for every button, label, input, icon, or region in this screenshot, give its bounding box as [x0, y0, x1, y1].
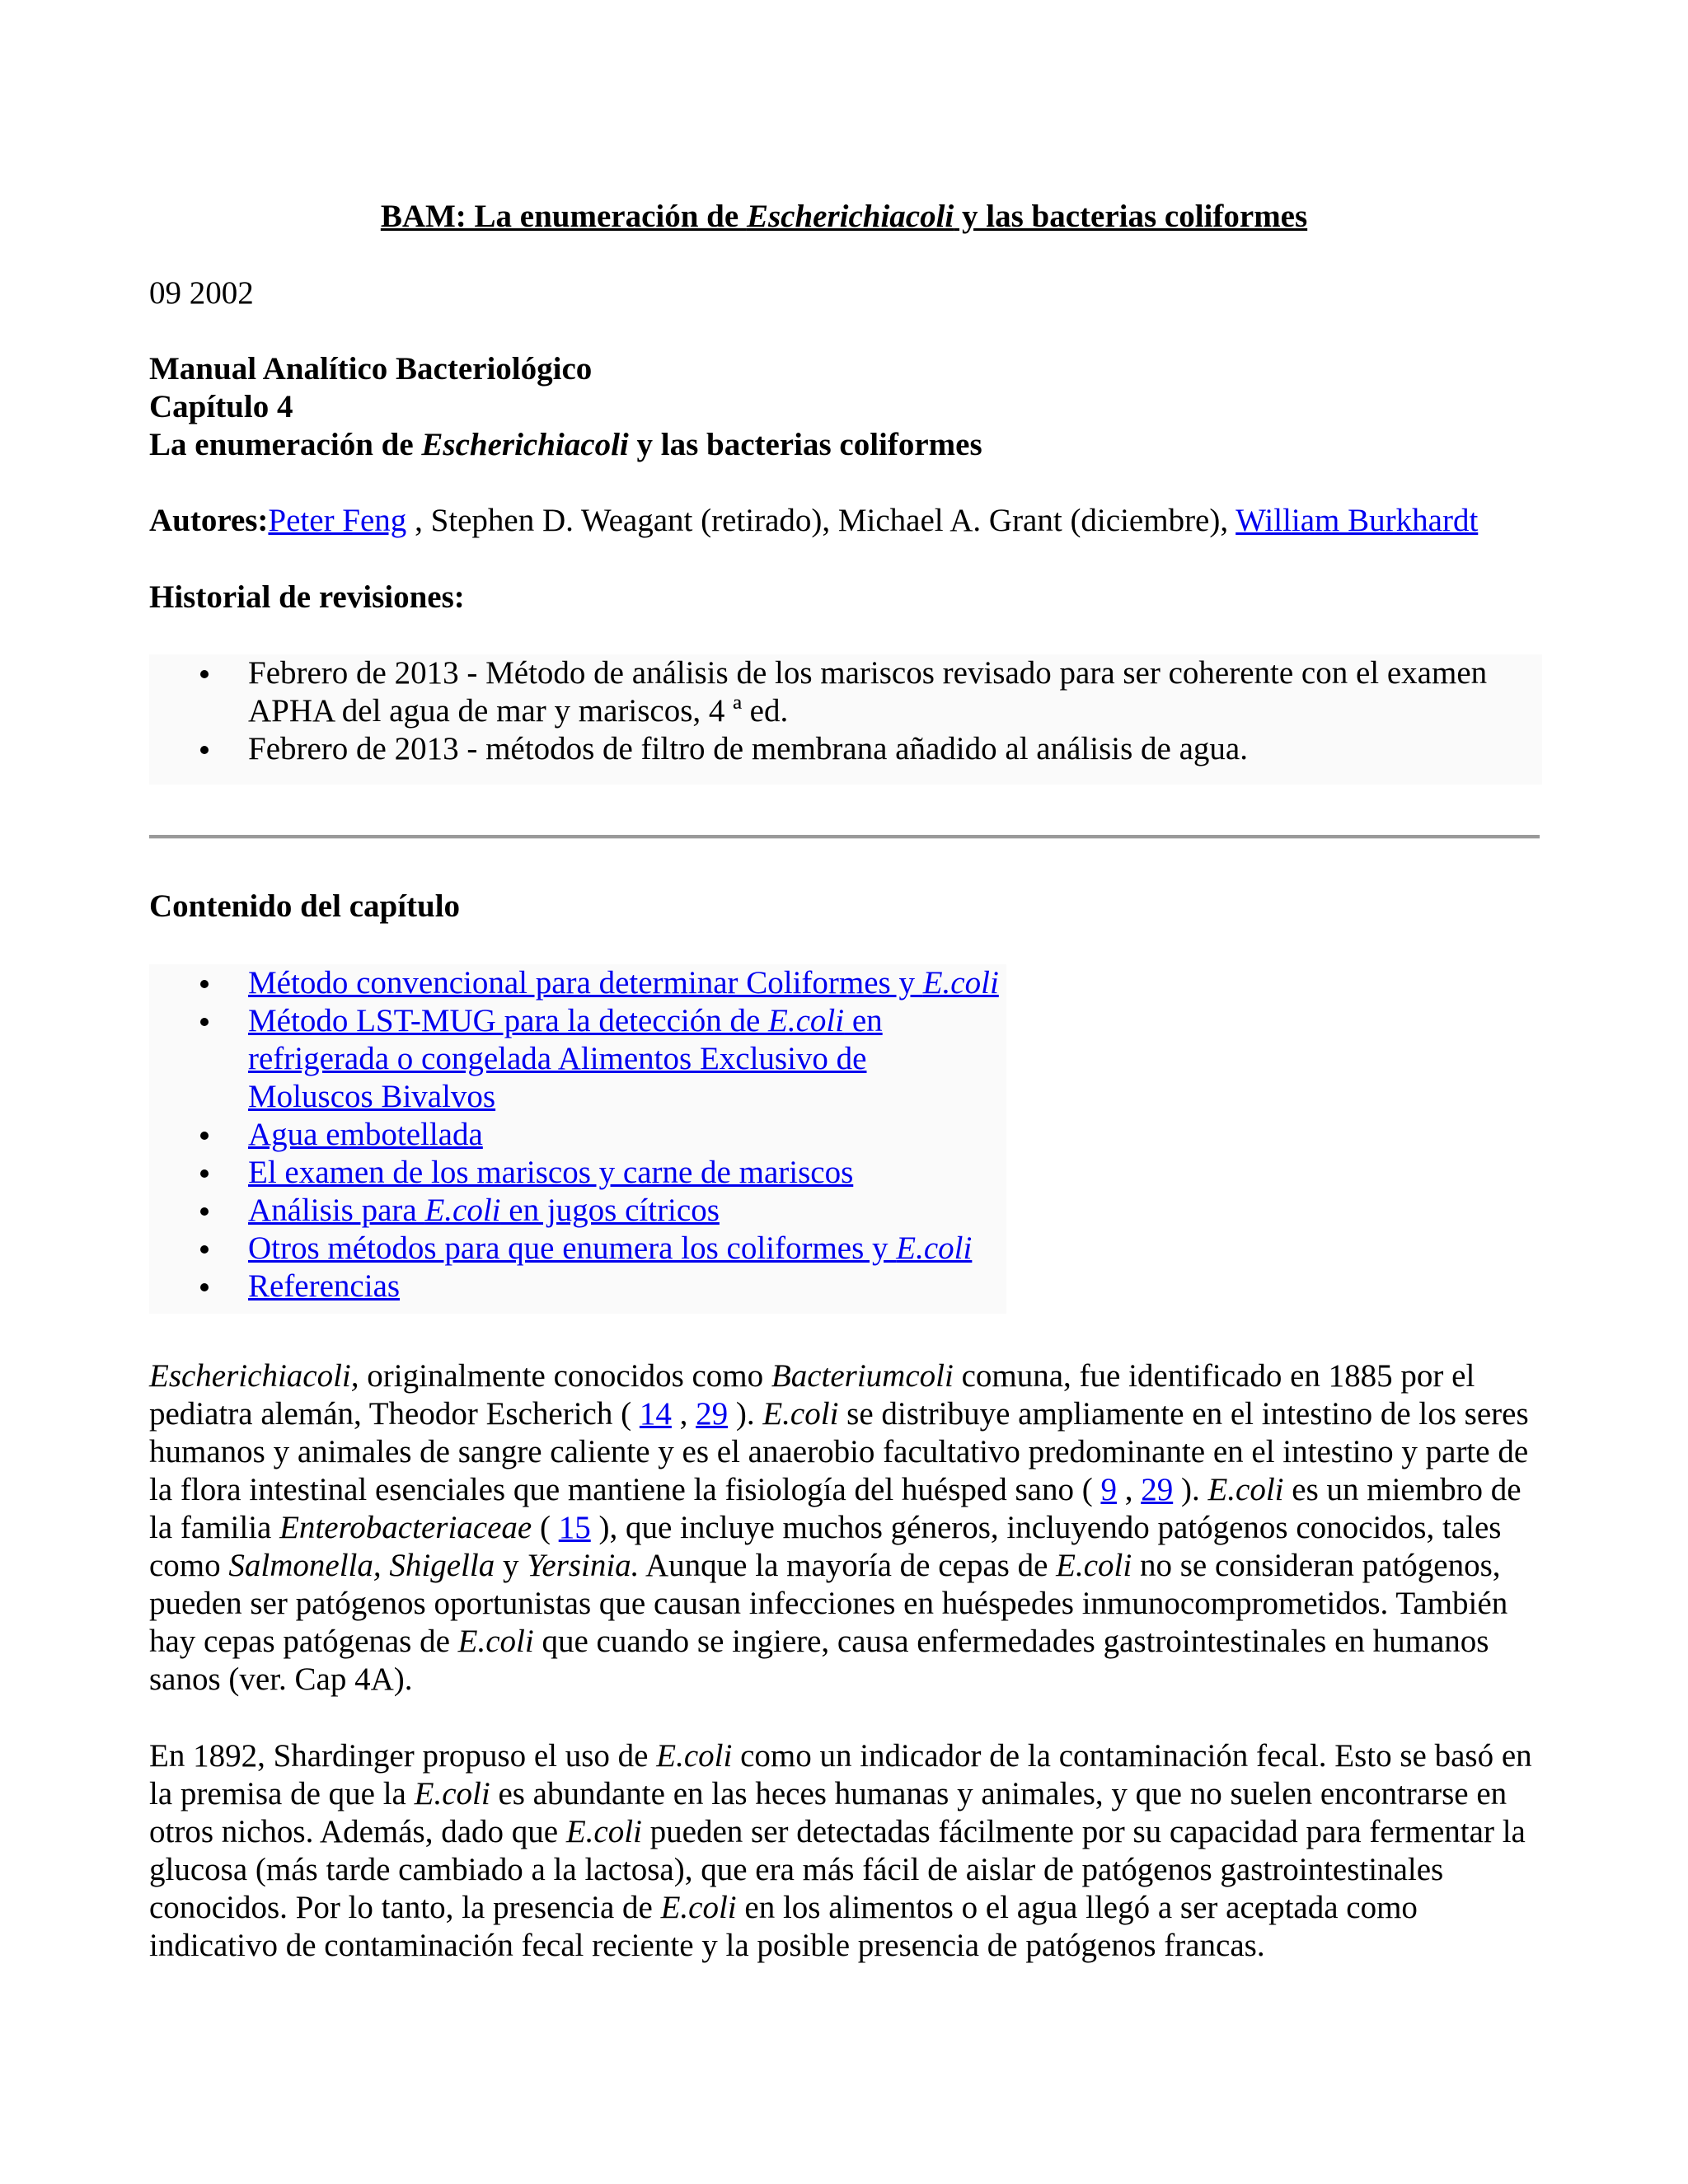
paragraph-text: Aunque la mayoría de cepas de: [639, 1548, 1057, 1583]
paragraph-text: ), que incluye muchos géneros, incluyendo patógenos conocidos, tales como: [149, 1510, 1502, 1583]
italic-term: E.coli: [414, 1776, 490, 1811]
list-item: Febrero de 2013 - Método de análisis de los mariscos revisado para ser coherente con el examen APHA del agua de mar y mariscos, 4 ª ed.: [149, 654, 1542, 730]
chapter-title-text: La enumeración de: [149, 427, 422, 462]
toc-link-conventional-method[interactable]: [248, 965, 999, 1001]
italic-term: E.coli: [1207, 1472, 1284, 1507]
toc-link-text-end: en jugos cítricos: [500, 1193, 720, 1228]
toc-link-bottled-water[interactable]: Agua embotellada: [248, 1117, 483, 1152]
reference-link-9[interactable]: 9: [1100, 1472, 1117, 1507]
reference-link-15[interactable]: 15: [558, 1510, 591, 1545]
italic-term: Yersinia.: [527, 1548, 640, 1583]
chapter-number: Capítulo 4: [149, 389, 293, 424]
intro-paragraph: [149, 1357, 1542, 1699]
reference-link-14[interactable]: 14: [639, 1396, 672, 1432]
contents-list: [149, 964, 1006, 1314]
toc-link-text-end: en refrigerada o congelada Alimentos Exclusivo de Moluscos Bivalvos: [248, 1003, 883, 1114]
toc-link-text: Análisis para: [248, 1193, 425, 1228]
list-item: [149, 1116, 1006, 1154]
list-item: [149, 1002, 1006, 1116]
reference-link-29[interactable]: 29: [1141, 1472, 1174, 1507]
history-paragraph: [149, 1737, 1542, 1965]
italic-term: E.coli: [1056, 1548, 1132, 1583]
document-date: 09 2002: [149, 275, 254, 311]
paragraph-text: no se consideran patógenos, pueden ser patógenos oportunistas que causan infecciones en huéspedes inmunocomprometidos. También hay cepas patógenas de: [149, 1548, 1508, 1659]
toc-link-italic: E.coli: [768, 1003, 845, 1038]
italic-term: E.coli: [762, 1396, 839, 1432]
document-title: [0, 198, 1688, 236]
chapter-title-text-end: y las bacterias coliformes: [628, 427, 982, 462]
list-item: [149, 1154, 1006, 1192]
paragraph-text: comuna, fue identificado en 1885 por el pediatra alemán, Theodor Escherich (: [149, 1358, 1475, 1432]
toc-link-text: Método LST-MUG para la detección de: [248, 1003, 769, 1038]
italic-term: E.coli: [656, 1738, 733, 1774]
reference-link-29[interactable]: 29: [696, 1396, 729, 1432]
toc-link-text: Otros métodos para que enumera los coliformes y: [248, 1230, 897, 1266]
toc-link-italic: E.coli: [922, 965, 999, 1001]
list-item: [149, 1192, 1006, 1230]
toc-link-references[interactable]: Referencias: [248, 1268, 401, 1304]
list-item: Febrero de 2013 - métodos de filtro de membrana añadido al análisis de agua.: [149, 730, 1542, 768]
toc-link-text: Método convencional para determinar Coliformes y: [248, 965, 923, 1001]
author-link-william-burkhardt[interactable]: William Burkhardt: [1236, 503, 1479, 538]
chapter-title: [149, 426, 982, 464]
revisions-heading: Historial de revisiones:: [149, 579, 465, 615]
italic-term: E.coli: [660, 1890, 737, 1925]
paragraph-text: pueden ser detectadas fácilmente por su capacidad para fermentar la glucosa (más tarde cambiado a la lactosa), que era más fácil de aislar de patógenos gastrointestinales conocidos. Por lo tanto, la presencia de: [149, 1814, 1526, 1925]
paragraph-text: ,: [1116, 1472, 1142, 1507]
toc-link-other-methods[interactable]: [248, 1230, 972, 1266]
paragraph-text: en los alimentos o el agua llegó a ser aceptada como indicativo de contaminación fecal reciente y la posible presencia de patógenos francas.: [149, 1890, 1418, 1963]
horizontal-divider: [149, 835, 1540, 839]
authors-text: , Stephen D. Weagant (retirado), Michael A. Grant (diciembre),: [406, 503, 1236, 538]
revisions-list: [149, 654, 1542, 785]
toc-link-italic: E.coli: [896, 1230, 973, 1266]
title-text-end: y las bacterias coliformes: [954, 199, 1308, 234]
paragraph-text: como un indicador de la contaminación fecal. Esto se basó en la premisa de que la: [149, 1738, 1532, 1811]
toc-link-lst-mug-method[interactable]: [248, 1003, 883, 1114]
paragraph-text: que cuando se ingiere, causa enfermedades gastrointestinales en humanos sanos (ver. Cap 4A).: [149, 1624, 1489, 1697]
toc-link-italic: E.coli: [424, 1193, 501, 1228]
paragraph-text: ).: [1173, 1472, 1208, 1507]
italic-term: Salmonella, Shigella: [228, 1548, 495, 1583]
title-text: BAM: La enumeración de: [380, 199, 747, 234]
list-item: [149, 1268, 1006, 1305]
contents-heading: Contenido del capítulo: [149, 888, 461, 924]
list-item: [149, 1230, 1006, 1268]
chapter-title-italic: Escherichiacoli: [421, 427, 629, 462]
paragraph-text: y: [495, 1548, 528, 1583]
paragraph-text: En 1892, Shardinger propuso el uso de: [149, 1738, 657, 1774]
paragraph-text: es abundante en las heces humanas y animales, y que no suelen encontrarse en otros nichos. Además, dado que: [149, 1776, 1507, 1849]
manual-name: Manual Analítico Bacteriológico: [149, 351, 593, 387]
paragraph-text: es un miembro de la familia: [149, 1472, 1522, 1545]
paragraph-text: se distribuye ampliamente en el intestino de los seres humanos y animales de sangre caliente y es el anaerobio facultativo predominante en el intestino y parte de la flora intestinal esenciales que mantiene la fisiología del huésped sano (: [149, 1396, 1529, 1507]
italic-term: E.coli: [457, 1624, 534, 1659]
toc-link-citrus-juices[interactable]: [248, 1193, 720, 1228]
author-link-peter-feng[interactable]: Peter Feng: [268, 503, 407, 538]
authors-label: Autores:: [149, 503, 269, 538]
paragraph-text: originalmente conocidos como: [359, 1358, 771, 1394]
paragraph-text: ).: [728, 1396, 763, 1432]
toc-link-shellfish-exam[interactable]: El examen de los mariscos y carne de mariscos: [248, 1155, 854, 1190]
title-italic: Escherichiacoli: [746, 199, 954, 234]
italic-term: Bacteriumcoli: [771, 1358, 954, 1394]
paragraph-text: ,: [671, 1396, 696, 1432]
italic-term: E.coli: [565, 1814, 642, 1849]
manual-header: [149, 350, 982, 464]
italic-term: Enterobacteriaceae: [279, 1510, 532, 1545]
list-item: [149, 964, 1006, 1002]
authors-line: [149, 502, 1478, 540]
italic-term: Escherichiacoli,: [149, 1358, 359, 1394]
paragraph-text: (: [532, 1510, 559, 1545]
